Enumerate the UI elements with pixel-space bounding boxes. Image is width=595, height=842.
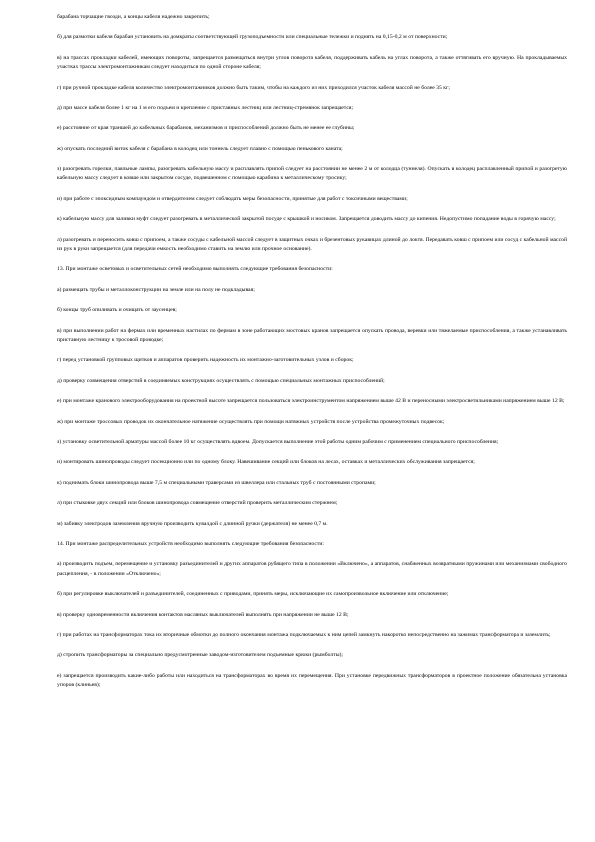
paragraph: б) для размотки кабеля барабан установить на домкраты соответствующей грузоподъемности или специальные тележки и поднять на 0,15-0,2 м от поверхности;: [57, 34, 448, 41]
paragraph: б) концы труб опиливать и очищать от заусенцев;: [57, 307, 177, 314]
paragraph: ж) при монтаже троссовых проводок их окончательное натяжение осуществлять при помощи натяжных устройств после устройства промежуточных подвесок;: [57, 418, 445, 425]
paragraph: г) при работах на трансформаторах тока их вторичные обмотки до полного окончания монтажа подключаемых к ним цепей замкнуть накоротко непосредственно на зажимах трансформатора и заземлить;: [57, 631, 551, 638]
paragraph: ж) опускать последний виток кабеля с барабана в колодец или тоннель следует плавно с помощью пенькового каната;: [57, 145, 343, 152]
paragraph: д) при массе кабеля более 1 кг на 1 м его подъем и крепление с приставных лестниц или лестниц-стремянок запрещается;: [57, 104, 354, 111]
paragraph: в) на трассах прокладки кабелей, имеющих повороты, запрещается размещаться внутри углов поворота кабеля, поддерживать кабель на углах поворота, а также оттягивать его вручную. На прокладываемых участках трассы электромонтажникам следует находиться по одной стороне кабеля;: [57, 54, 567, 71]
paragraph: 13. При монтаже осветовых и осветительных сетей необходимо выполнять следующие требования безопасности:: [57, 266, 333, 273]
paragraph: г) при ручной прокладке кабеля количество электромонтажников должно быть таким, чтобы на каждого из них приходился участок кабеля массой не более 35 кг;: [57, 84, 450, 91]
paragraph: и) монтировать шинопроводы следует посекционно или по одному блоку. Навешивание секций или блоков на лесах, оставках и металлических обслуживания запрещается;: [57, 459, 475, 466]
paragraph: в) проверку одновременности включения контактов масляных выключателей выполнять при напряжении не выше 12 В;: [57, 611, 349, 618]
paragraph: е) расстояние от края траншей до кабельных барабанов, механизмов и приспособлений должно быть не менее ее глубины;: [57, 125, 355, 132]
paragraph: в) при выполнении работ на фермах или временных настилах по фермам в зоне работающих мостовых кранов запрещается опускать провода, веревки или тяжелаемые приспособления, а также устанавливать приставную лестницу к тросовой проводке;: [57, 327, 567, 343]
paragraph: а) размещать трубы и металлоконструкции на земле или на полу не подкладывая;: [57, 286, 255, 293]
paragraph: барабана торчащие гвозди, а концы кабеля надежно закрепить;: [57, 14, 210, 20]
paragraph: е) при монтаже кранового электрооборудования на проектной высоте запрещается пользоваться электроинструментом напряжением выше 42 В и переносными электросветильниками напряжением выше 12 В;: [57, 398, 565, 405]
paragraph: л) разогревать и переносить ковш с припоем, а также сосуды с кабельной массой следует в защитных очках и брезентовых рукавицах длиной до локтя. Передавать ковш с припоем или сосуд с кабельной массой из рук в руки запрещается (для передачи емкость необходимо ставить на землю или прочное основание).: [57, 236, 567, 252]
paragraph: г) перед установкой групповых щитков и аппаратов проверить надежность их монтажно-заготовительных узлов и сборок;: [57, 357, 354, 364]
paragraph: з) установку осветительной арматуры массой более 10 кг осуществлять вдвоем. Допускается выполнение этой работы одним рабочим с применением специального приспособления;: [57, 438, 499, 445]
paragraph: и) при работе с эпоксидным компаундом и отвердителем следует соблюдать меры безопасности, принятые для работ с токсичными веществами;: [57, 195, 408, 202]
paragraph: л) при стыковке двух секций или блоков шинопровода совмещение отверстий проверить металлическим стержнем;: [57, 500, 338, 507]
paragraph: 14. При монтаже распределительных устройств необходимо выполнять следующие требования безопасности:: [57, 541, 325, 548]
paragraph: м) забивку электродов заземления вручную производить кувалдой с длинной ручки (держателя) не менее 0,7 м.: [57, 520, 328, 527]
paragraph: д) стропить трансформаторы за специально предусмотренные заводом-изготовителем подъемные крюки (рымболты);: [57, 652, 343, 659]
paragraph: к) кабельную массу для заливки муфт следует разогревать в металлической закрытой посуде с крышкой и носиком. Запрещается доводить массу до кипения. Недопустимо попадание воды в горячую массу;: [57, 216, 556, 223]
paragraph: б) при регулировке выключателей и разъединителей, соединенных с приводами, принять меры, исключающие их самопроизвольное включение или отключение;: [57, 591, 449, 598]
paragraph: а) производить подъем, перемещение и установку разъединителей и других аппаратов рубящего типа в положении «Включено», а аппаратов, снабженных возвратными пружинами или механизмами свободного расцепления, - в положении «Отключено»;: [57, 561, 567, 577]
paragraph: з) разогревать горелки, паяльные лампы, разогревать кабельную массу и расплавлять припой следует на расстоянии не менее 2 м от колодца (туннеля). Опускать в колодец расплавленный припой и разогретую кабельную массу следует в ковше или закрытом сосуде, подвешенном с помощью карабина к металлическому тросику;: [57, 166, 567, 182]
paragraph: к) поднимать блоки шинопровода выше 7,5 м специальными траверсами из швеллера или стальных труб с постоянными стропами;: [57, 479, 376, 486]
paragraph: д) проверку совмещения отверстий в соединяемых конструкциях осуществлять с помощью специальных монтажных приспособлений;: [57, 377, 385, 384]
paragraph: е) запрещается производить какие-либо работы или находиться на трансформаторах во время их перемещения. При установке передвижных трансформаторов в проектное положение обязательна установка упоров (клиньев);: [57, 672, 567, 689]
